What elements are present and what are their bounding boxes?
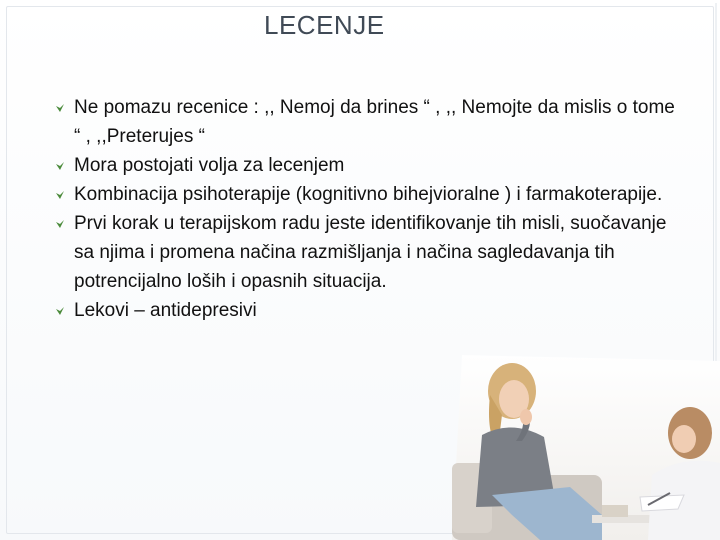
checkmark-arrow-icon — [55, 306, 65, 316]
checkmark-arrow-icon — [55, 219, 65, 229]
therapy-session-photo — [452, 355, 720, 540]
list-item — [55, 180, 675, 209]
list-item — [55, 93, 675, 151]
checkmark-arrow-icon — [55, 161, 65, 171]
checkmark-arrow-icon — [55, 190, 65, 200]
bullet-text: Kombinacija psihoterapije (kognitivno bihejvioralne ) i farmakoterapije. — [74, 184, 663, 205]
list-item — [55, 151, 675, 180]
list-item — [55, 296, 675, 325]
therapy-illustration — [452, 355, 720, 540]
slide-title: LECENJE — [264, 10, 385, 40]
bullet-text: Prvi korak u terapijskom radu jeste identifikovanje tih misli, suočavanje sa njima i promena načina razmišljanja i načina sagledavanja tih potrencijalno loših i opasnih situacija. — [74, 213, 667, 292]
bullet-text: Lekovi – antidepresivi — [74, 300, 257, 321]
bullet-text: Ne pomazu recenice : ,, Nemoj da brines “ , ,, Nemojte da mislis o tome “ , ,,Preterujes “ — [74, 97, 675, 147]
bullet-text: Mora postojati volja za lecenjem — [74, 155, 345, 176]
bullet-list — [55, 93, 675, 325]
list-item — [55, 209, 675, 296]
checkmark-arrow-icon — [55, 103, 65, 113]
